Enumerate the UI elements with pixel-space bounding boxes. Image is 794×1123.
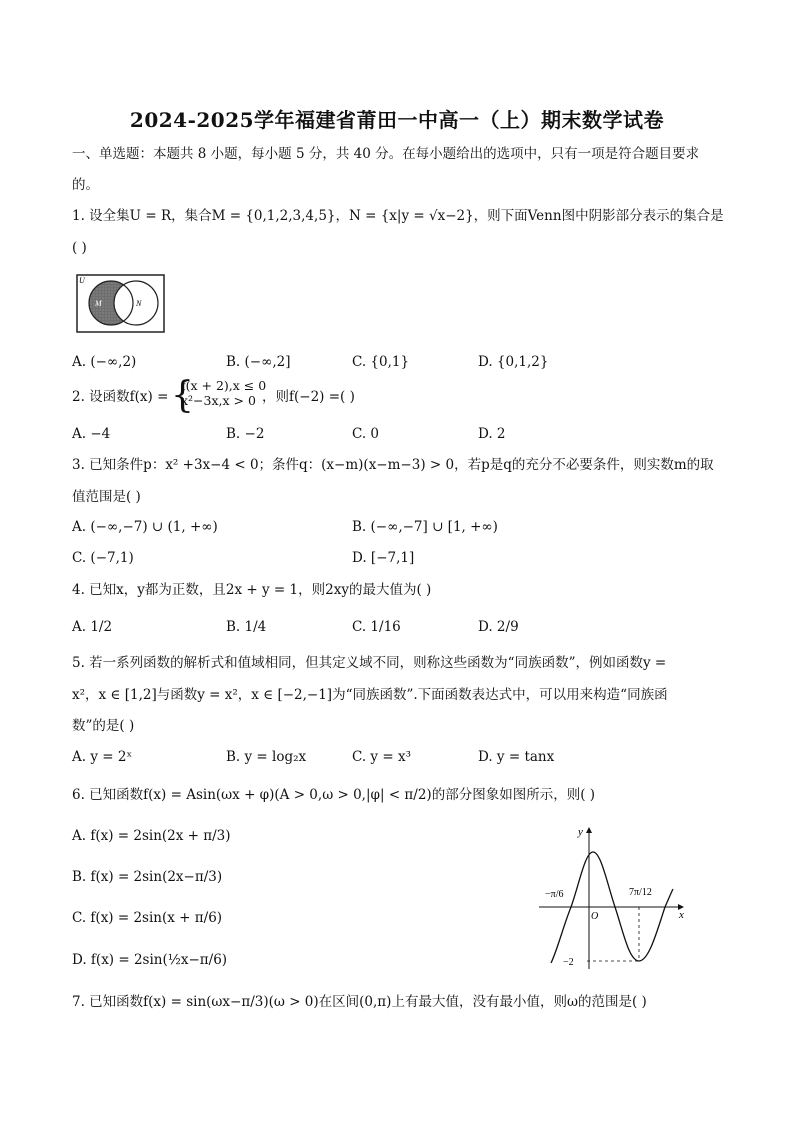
q3-option-d[interactable]: D. [−7,1]	[352, 550, 415, 566]
venn-label-n: N	[136, 299, 142, 308]
q7-stem: 7. 已知函数f(x) = sin(ωx−π/3)(ω > 0)在区间(0,π)上有最大值，没有最小值，则ω的范围是( )	[72, 994, 647, 1010]
q4-option-c[interactable]: C. 1/16	[352, 619, 401, 635]
q2-option-d[interactable]: D. 2	[478, 426, 506, 442]
q5-stem-line2: x²，x ∈ [1,2]与函数y = x²，x ∈ [−2,−1]为“同族函数”.下面函数表达式中，可以用来构造“同族函	[72, 687, 668, 703]
q2-option-b[interactable]: B. −2	[226, 426, 265, 442]
q1-stem: 1. 设全集U = R，集合M = {0,1,2,3,4,5}，N = {x|y = √x−2}，则下面Venn图中阴影部分表示的集合是	[72, 208, 724, 224]
q6-option-c[interactable]: C. f(x) = 2sin(x + π/6)	[72, 910, 223, 926]
q4-option-a[interactable]: A. 1/2	[72, 619, 113, 635]
origin-label: O	[591, 911, 599, 922]
q1-option-b[interactable]: B. (−∞,2]	[226, 354, 291, 370]
q3-option-a[interactable]: A. (−∞,−7) ∪ (1, +∞)	[72, 519, 218, 535]
q2-option-a[interactable]: A. −4	[72, 426, 111, 442]
q2-stem-pre: 2. 设函数f(x) =	[72, 389, 169, 405]
q1-paren: ( )	[72, 240, 87, 256]
q5-option-c[interactable]: C. y = x³	[352, 749, 411, 765]
q5-stem-line1: 5. 若一系列函数的解析式和值域相同，但其定义域不同，则称这些函数为“同族函数”，例如函数y =	[72, 655, 667, 671]
q6-option-b[interactable]: B. f(x) = 2sin(2x−π/3)	[72, 869, 223, 885]
q2-case2: x²−3x,x > 0	[181, 393, 256, 408]
q6-option-d[interactable]: D. f(x) = 2sin(½x−π/6)	[72, 952, 228, 968]
q1-option-a[interactable]: A. (−∞,2)	[72, 354, 137, 370]
right-tick-label: 7π/12	[629, 887, 652, 898]
q5-option-a[interactable]: A. y = 2ˣ	[72, 749, 133, 765]
min-value-label: −2	[563, 957, 574, 968]
exam-title: 2024-2025学年福建省莆田一中高一（上）期末数学试卷	[129, 108, 665, 132]
q6-option-a[interactable]: A. f(x) = 2sin(2x + π/3)	[72, 828, 231, 844]
q1-option-d[interactable]: D. {0,1,2}	[478, 354, 549, 370]
q5-stem-line3: 数”的是( )	[72, 718, 135, 734]
q6-stem: 6. 已知函数f(x) = Asin(ωx + φ)(A > 0,ω > 0,|φ| < π/2)的部分图象如图所示，则( )	[72, 787, 596, 803]
q5-option-d[interactable]: D. y = tanx	[478, 749, 555, 765]
x-axis-label: x	[679, 909, 684, 921]
q4-option-b[interactable]: B. 1/4	[226, 619, 267, 635]
q4-stem: 4. 已知x，y都为正数，且2x + y = 1，则2xy的最大值为( )	[72, 582, 432, 598]
y-axis-label: y	[578, 826, 583, 838]
section-header-line2: 的。	[72, 177, 99, 193]
venn-diagram	[75, 273, 167, 335]
q2-brace: {	[171, 375, 194, 416]
q3-option-b[interactable]: B. (−∞,−7] ∪ [1, +∞)	[352, 519, 498, 535]
q3-option-c[interactable]: C. (−7,1)	[72, 550, 134, 566]
sine-graph	[533, 823, 693, 973]
q2-stem-post: ，则f(−2) =( )	[262, 389, 355, 405]
q3-stem-line1: 3. 已知条件p：x² +3x−4 < 0；条件q：(x−m)(x−m−3) > 0，若p是q的充分不必要条件，则实数m的取	[72, 457, 714, 473]
q2-option-c[interactable]: C. 0	[352, 426, 380, 442]
left-tick-label: −π/6	[545, 889, 564, 900]
q1-option-c[interactable]: C. {0,1}	[352, 354, 410, 370]
venn-label-u: U	[79, 276, 85, 285]
q5-option-b[interactable]: B. y = log₂x	[226, 749, 307, 765]
q3-stem-line2: 值范围是( )	[72, 489, 141, 505]
q4-option-d[interactable]: D. 2/9	[478, 619, 519, 635]
section-header-line1: 一、单选题：本题共 8 小题，每小题 5 分，共 40 分。在每小题给出的选项中，只有一项是符合题目要求	[72, 146, 700, 162]
venn-label-m: M	[95, 299, 102, 308]
q2-case1: f(x + 2),x ≤ 0	[181, 378, 267, 393]
